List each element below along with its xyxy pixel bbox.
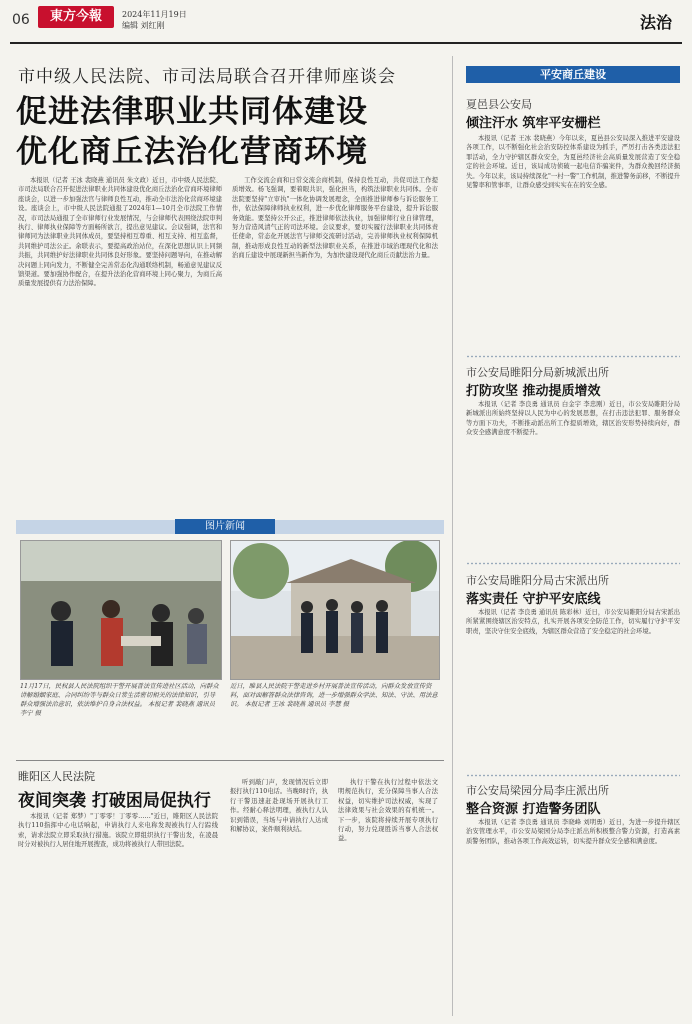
right-item-3-kicker: 市公安局睢阳分局古宋派出所 — [466, 574, 609, 587]
right-divider-3 — [466, 774, 680, 777]
main-title-line2: 优化商丘法治化营商环境 — [16, 134, 368, 170]
bottom-article-col1 — [18, 812, 218, 1016]
right-item-2-title: 打防攻坚 推动提质增效 — [466, 384, 601, 399]
right-item-4-kicker: 市公安局梁园分局李庄派出所 — [466, 784, 609, 797]
section-name: 法治 — [640, 13, 673, 32]
photo-2-image — [231, 541, 439, 679]
main-article-col2-text: 工作交流会商和日常交流会商机制，保持良性互动，共促司法工作提质增效。杨飞强调，要着眼共识，强化担当，构筑法律职业共同体。全市法院要坚持"立审执"一体化协调发展理念，全面推进律师参与诉讼服务工作，依法保障律师执业权利，进一步优化律师服务平台建设，提升诉讼服务效能。要坚持公开公正，推进律师依法执业，加强律师行业自律管理，努力营造风清气正的司法环境。会议要求，要切实履行法律职业共同体责任使命，常态化开展法官与律师交流研讨活动，完善律师执业权利保障机制，推动形成良性互动的新型法律职业关系，在推进市域治理现代化和法治商丘建设中展现新担当新作为，为加快建设现代化商丘贡献法治力量。 — [232, 177, 438, 260]
photo-1-image — [21, 541, 221, 679]
main-article-col2 — [232, 176, 438, 512]
right-item-4-title: 整合资源 打造警务团队 — [466, 802, 601, 817]
right-column-banner: 平安商丘建设 — [466, 66, 680, 83]
bottom-title: 夜间突袭 打破困局促执行 — [18, 791, 211, 811]
bottom-article-col1-text: 本报讯（记者 郑梦）"丁零零！丁零零……"近日，睢阳区人民法院执行110指挥中心电话响起，申请执行人来电称发现被执行人行踪线索，请求法院立即采取执行措施。该院立即组织执行干警出发，在凌晨时分对被执行人居住地开展搜查，成功将被执行人带回法院。 — [18, 813, 218, 849]
right-item-4-body-text: 本报讯（记者 李良勇 通讯员 李晓峰 刘明勇）近日，为进一步提升辖区治安管理水平，市公安局梁园分局李庄派出所积极整合警力资源，打造高素质警务团队，推动各项工作高效运转，切实提升群众安全感和满意度。 — [466, 819, 680, 845]
right-item-4-body — [466, 818, 680, 1016]
issue-date — [122, 9, 187, 31]
bottom-article-col3-text: 执行干警在执行过程中依法文明规范执行，充分保障当事人合法权益，切实维护司法权威，实现了法律效果与社会效果的有机统一。下一步，该院将持续开展专项执行行动，努力兑现胜诉当事人合法权益。 — [338, 779, 438, 843]
issue-date-text: 2024年11月19日 — [122, 10, 187, 19]
right-item-3-body-text: 本报讯（记者 李良勇 通讯员 陈彩林）近日，市公安局睢阳分局古宋派出所紧紧围绕辖区治安特点，扎实开展各项安全防范工作，切实履行守护平安职责，坚决守住安全底线，为辖区群众营造了安全稳定的社会环境。 — [466, 609, 680, 635]
right-item-1-kicker: 夏邑县公安局 — [466, 98, 532, 111]
photo-1 — [20, 540, 222, 680]
right-item-3-title: 落实责任 守护平安底线 — [466, 592, 601, 607]
right-item-1-body-text: 本报讯（记者 王冰 裴晓燕）今年以来，夏邑县公安局深入推进平安建设各项工作，以不断强化社会治安防控体系建设为抓手，严厉打击各类违法犯罪活动，全力守护辖区群众安全，为夏邑经济社会高质量发展营造了安全稳定的社会环境。近日，该局成功侦破一起电信诈骗案件，为群众挽回经济损失。今年以来，该局持续深化"一村一警"工作机制，推进警务前移，不断提升见警率和管事率，让群众感受到实实在在的安全感。 — [466, 135, 680, 190]
right-divider-2 — [466, 562, 680, 565]
main-title-line1: 促进法律职业共同体建设 — [16, 94, 368, 130]
photo-2 — [230, 540, 440, 680]
newspaper-logo: 東方今報 — [38, 6, 114, 28]
right-item-1-body — [466, 134, 680, 350]
right-item-1-title: 倾注汗水 筑牢平安栅栏 — [466, 116, 601, 131]
main-kicker: 市中级人民法院、市司法局联合召开律师座谈会 — [18, 67, 396, 87]
right-item-2-body — [466, 400, 680, 550]
bottom-article-col2-text: 听到敲门声，发现情况后立即报打执行110电话。当晚8时许，执行干警迅速赶赴现场开展执行工作。经耐心释法明理，被执行人认识到错误，当场与申请执行人达成和解协议，案件顺利执结。 — [230, 779, 328, 834]
photo-section-label: 图片新闻 — [175, 519, 275, 534]
bottom-kicker: 睢阳区人民法院 — [18, 770, 95, 783]
bottom-section-rule — [16, 760, 444, 761]
right-divider-1 — [466, 355, 680, 358]
main-article-col1-text: 本报讯（记者 王冰 裴晓燕 通讯员 朱文政）近日，市中级人民法院、市司法局联合召开促进法律职业共同体建设优化商丘法治化营商环境律师座谈会，以进一步加强法官与律师良性互动，推动全市法治化营商环境建设。座谈会上，市中级人民法院通报了2024年1—10月全市法院工作情况，市司法局通报了全市律师行业发展情况，与会律师代表围绕法院审判执行、律师执业保障等方面畅所欲言，提出意见建议。会议强调，法官和律师同为法律职业共同体成员，要坚持相互尊重、相互支持、相互监督，共同维护司法公正。余联表示，要提高政治站位，在深化思想认识上同频共振，共同维护好法律职业共同体良好形象。要坚持问题导向，在推动解决问题上同向发力，不断健全完善常态化沟通联络机制，畅通意见建议反馈渠道。要加强协作配合，在提升法治化营商环境上同心聚力，为商丘高质量发展提供有力法治保障。 — [18, 177, 222, 288]
page-header — [0, 0, 692, 44]
column-divider — [452, 56, 453, 1016]
header-rule — [10, 42, 682, 44]
photo-1-caption: 11月17日，民权县人民法院组织干警开展普法宣传进社区活动，向群众讲解婚姻家庭、合同纠纷等与群众日常生活密切相关的法律知识，引导群众增强法治意识，依法维护自身合法权益。 本报记者 裴晓燕 通讯员 李宁 摄 — [20, 683, 219, 717]
page-number: 06 — [12, 12, 30, 28]
editor-credit: 编辑 刘红刚 — [122, 21, 165, 30]
bottom-article-col3 — [338, 778, 438, 1016]
right-item-2-kicker: 市公安局睢阳分局新城派出所 — [466, 366, 609, 379]
photo-2-caption: 近日，睢县人民法院干警走进乡村开展普法宣传活动，向群众发放宣传资料，面对面解答群众法律咨询，进一步增强群众学法、知法、守法、用法意识。 本报记者 王冰 裴晓燕 通讯员 李慧 摄 — [230, 683, 438, 708]
right-item-3-body — [466, 608, 680, 768]
right-item-2-body-text: 本报讯（记者 李良勇 通讯员 白金宇 李忠刚）近日，市公安局睢阳分局新城派出所始终坚持以人民为中心的发展思想，在打击违法犯罪、服务群众等方面下功夫，不断推动派出所工作提质增效，辖区治安形势持续向好，群众安全感满意度不断提升。 — [466, 401, 680, 437]
main-article-col1 — [18, 176, 222, 512]
bottom-article-col2 — [230, 778, 328, 1016]
